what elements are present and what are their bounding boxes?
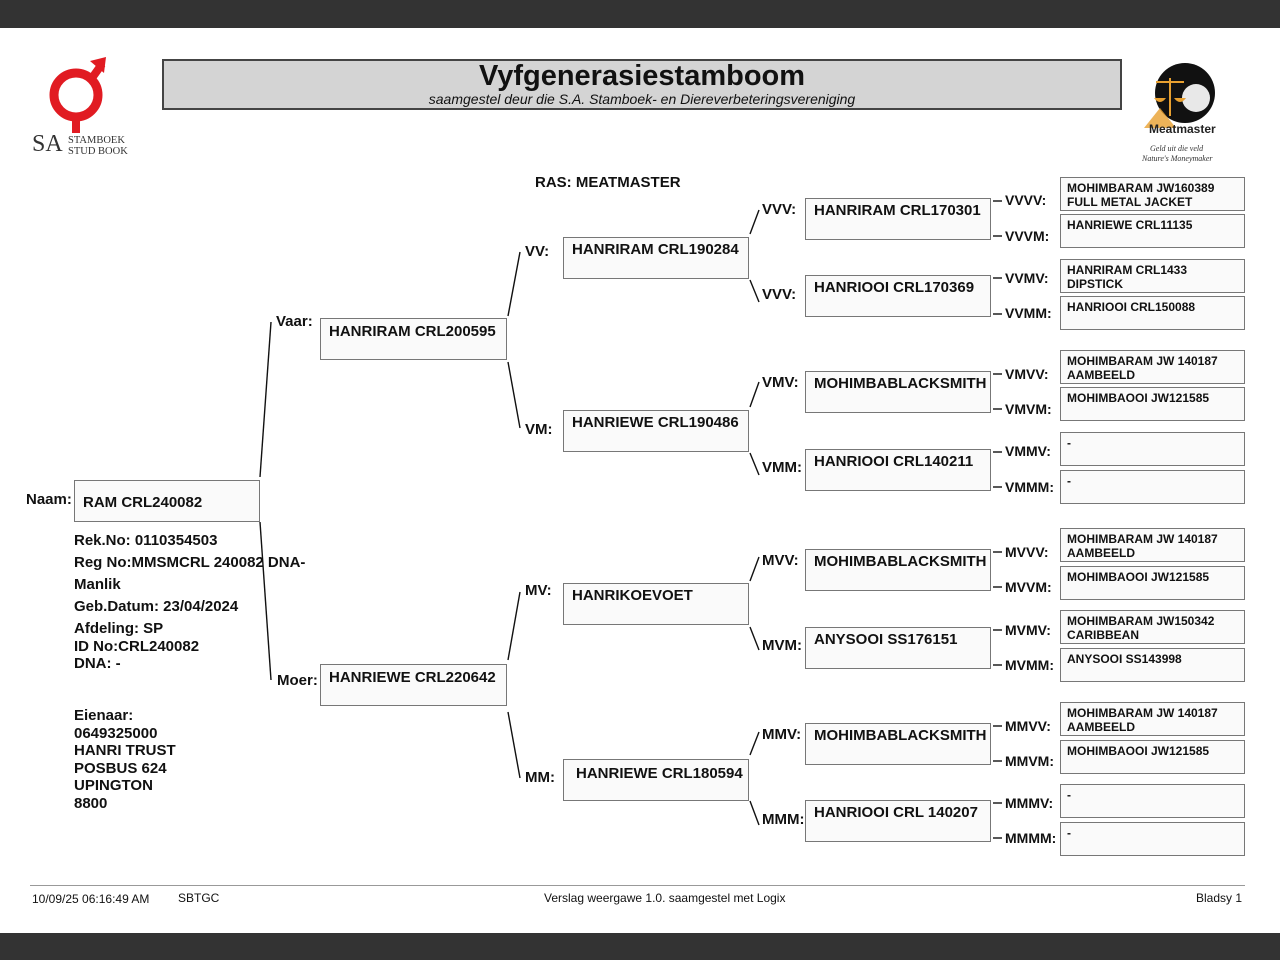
vmmm-box[interactable]	[1060, 470, 1245, 504]
mvmv-name: MOHIMBARAM JW150342 CARIBBEAN	[1067, 614, 1215, 642]
sire-name: HANRIRAM CRL200595	[329, 323, 496, 340]
owner-label: Eienaar:	[74, 707, 134, 724]
vvv-label: VVV:	[762, 201, 797, 218]
vm-name: HANRIEWE CRL190486	[572, 414, 739, 431]
owner-block	[74, 707, 176, 812]
footer-report: Verslag weergawe 1.0. saamgestel met Logix	[544, 891, 786, 905]
reg-no: Reg No:MMSMCRL 240082 DNA-	[74, 554, 306, 571]
vmm-label: VMM:	[762, 459, 802, 476]
mvv-name: MOHIMBABLACKSMITH	[814, 553, 987, 570]
owner-line: POSBUS 624	[74, 759, 167, 777]
rek-no: Rek.No: 0110354503	[74, 532, 218, 549]
naam-label: Naam:	[26, 491, 72, 508]
vvmv-label: VVMV:	[1005, 270, 1049, 286]
vvv-name: HANRIRAM CRL170301	[814, 202, 981, 219]
mmmm-name: -	[1067, 826, 1071, 840]
vmv-name: MOHIMBABLACKSMITH	[814, 375, 987, 392]
vmvv-label: VMVV:	[1005, 366, 1049, 382]
footer-page-number: Bladsy 1	[1196, 891, 1243, 905]
mvvv-box[interactable]	[1060, 528, 1245, 562]
mvmm-box[interactable]	[1060, 648, 1245, 682]
page-subtitle: saamgestel deur die S.A. Stamboek- en Diereverbeteringsvereniging	[428, 91, 856, 107]
mmmm-box[interactable]	[1060, 822, 1245, 856]
dam-name: HANRIEWE CRL220642	[329, 669, 496, 686]
vmm-name: HANRIOOI CRL140211	[814, 453, 974, 470]
vv-box[interactable]	[563, 237, 749, 279]
logo-stamboek-text: STAMBOEK	[68, 135, 125, 146]
vmvv-box[interactable]	[1060, 350, 1245, 384]
mmvm-box[interactable]	[1060, 740, 1245, 774]
mm-box[interactable]	[563, 759, 749, 801]
mmm-name: HANRIOOI CRL 140207	[814, 804, 978, 821]
mvvv-label: MVVV:	[1005, 544, 1049, 560]
mmv-name: MOHIMBABLACKSMITH	[814, 727, 987, 744]
mvvv-name: MOHIMBARAM JW 140187 AAMBEELD	[1067, 532, 1218, 560]
vmvm-label: VMVM:	[1005, 401, 1052, 417]
mmm-label: MMM:	[762, 811, 805, 828]
mvmm-name: ANYSOOI SS143998	[1067, 652, 1182, 666]
footer-code: SBTGC	[178, 891, 220, 905]
footer-rule	[30, 885, 1245, 886]
vmmv-name: -	[1067, 436, 1071, 450]
mvvm-label: MVVM:	[1005, 579, 1052, 595]
mmv-label: MMV:	[762, 726, 802, 743]
vmv-box[interactable]	[805, 371, 991, 413]
owner-line: UPINGTON	[74, 777, 153, 794]
vvvv-box[interactable]	[1060, 177, 1245, 211]
vvm-name: HANRIOOI CRL170369	[814, 279, 975, 296]
mmvv-box[interactable]	[1060, 702, 1245, 736]
vmvv-name: MOHIMBARAM JW 140187 AAMBEELD	[1067, 354, 1218, 382]
animal-details-2	[74, 620, 199, 673]
mmvv-label: MMVV:	[1005, 718, 1051, 734]
vvmv-box[interactable]	[1060, 259, 1245, 293]
mvv-label: MVV:	[762, 552, 799, 569]
birth-date: Geb.Datum: 23/04/2024	[74, 598, 239, 615]
vmm-box[interactable]	[805, 449, 991, 491]
mvm-label: MVM:	[762, 637, 802, 654]
breed-label: RAS: MEATMASTER	[535, 174, 681, 191]
mvvm-box[interactable]	[1060, 566, 1245, 600]
vm-label: VM:	[525, 421, 553, 438]
vvvv-name: MOHIMBARAM JW160389 FULL METAL JACKET	[1067, 181, 1215, 209]
vvmm-label: VVMM:	[1005, 305, 1052, 321]
sex: Manlik	[74, 576, 121, 593]
page-title: Vyfgenerasiestamboom	[478, 60, 806, 92]
vvvv-label: VVVV:	[1005, 192, 1047, 208]
mmvm-label: MMVM:	[1005, 753, 1054, 769]
mv-box[interactable]	[563, 583, 749, 625]
moer-label: Moer:	[277, 672, 318, 689]
meatmaster-tagline-2: Nature's Moneymaker	[1142, 154, 1213, 163]
owner-line: 8800	[74, 794, 108, 812]
vmmm-label: VMMM:	[1005, 479, 1054, 495]
vm-box[interactable]	[563, 410, 749, 452]
vvmv-name: HANRIRAM CRL1433 DIPSTICK	[1067, 263, 1188, 291]
mvmv-box[interactable]	[1060, 610, 1245, 644]
vvvm-box[interactable]	[1060, 214, 1245, 248]
mv-label: MV:	[525, 582, 552, 599]
mmmv-name: -	[1067, 788, 1071, 802]
meatmaster-tagline-1: Geld uit die veld	[1150, 144, 1204, 153]
mm-label: MM:	[525, 769, 555, 786]
mmvv-name: MOHIMBARAM JW 140187 AAMBEELD	[1067, 706, 1218, 734]
mvmv-label: MVMV:	[1005, 622, 1051, 638]
mmmv-box[interactable]	[1060, 784, 1245, 818]
mvvm-name: MOHIMBAOOI JW121585	[1067, 570, 1210, 584]
vvmm-name: HANRIOOI CRL150088	[1067, 300, 1196, 314]
mvv-box[interactable]	[805, 549, 991, 591]
mm-name: HANRIEWE CRL180594	[576, 765, 743, 782]
meatmaster-name: Meatmaster	[1149, 122, 1216, 136]
vmvm-box[interactable]	[1060, 387, 1245, 421]
subject-animal-name: RAM CRL240082	[83, 494, 203, 511]
mv-name: HANRIKOEVOET	[572, 587, 693, 604]
vv-name: HANRIRAM CRL190284	[572, 241, 739, 258]
animal-details	[74, 530, 305, 618]
mvm-name: ANYSOOI SS176151	[814, 631, 958, 648]
vvv-box[interactable]	[805, 198, 991, 240]
subject-animal-box[interactable]	[74, 480, 260, 522]
mvm-box[interactable]	[805, 627, 991, 669]
vvvm-label: VVVM:	[1005, 228, 1050, 244]
mmmv-label: MMMV:	[1005, 795, 1054, 811]
footer-timestamp: 10/09/25 06:16:49 AM	[32, 892, 150, 906]
vv-label: VV:	[525, 243, 550, 260]
logo-sa-text: SA	[32, 131, 63, 157]
mmm-box[interactable]	[805, 800, 991, 842]
owner-line: 0649325000	[74, 724, 158, 742]
vvm-label: VVV:	[762, 286, 797, 303]
vmv-label: VMV:	[762, 374, 799, 391]
owner-line: HANRI TRUST	[74, 742, 176, 759]
vvmm-box[interactable]	[1060, 296, 1245, 330]
vvvm-name: HANRIEWE CRL11135	[1067, 218, 1193, 232]
afdeling: Afdeling: SP	[74, 620, 164, 637]
mmvm-name: MOHIMBAOOI JW121585	[1067, 744, 1210, 758]
mmv-box[interactable]	[805, 723, 991, 765]
vaar-label: Vaar:	[276, 313, 313, 330]
logo-studbook-text: STUD BOOK	[68, 146, 128, 157]
vmmm-name: -	[1067, 474, 1071, 488]
sire-box[interactable]	[320, 318, 507, 360]
id-no: ID No:CRL240082	[74, 637, 200, 655]
dam-box[interactable]	[320, 664, 507, 706]
bottom-bar	[0, 933, 1280, 960]
dna: DNA: -	[74, 655, 121, 672]
vmmv-label: VMMV:	[1005, 443, 1051, 459]
vmvm-name: MOHIMBAOOI JW121585	[1067, 391, 1210, 405]
mmmm-label: MMMM:	[1005, 830, 1057, 846]
mvmm-label: MVMM:	[1005, 657, 1054, 673]
vvm-box[interactable]	[805, 275, 991, 317]
vmmv-box[interactable]	[1060, 432, 1245, 466]
